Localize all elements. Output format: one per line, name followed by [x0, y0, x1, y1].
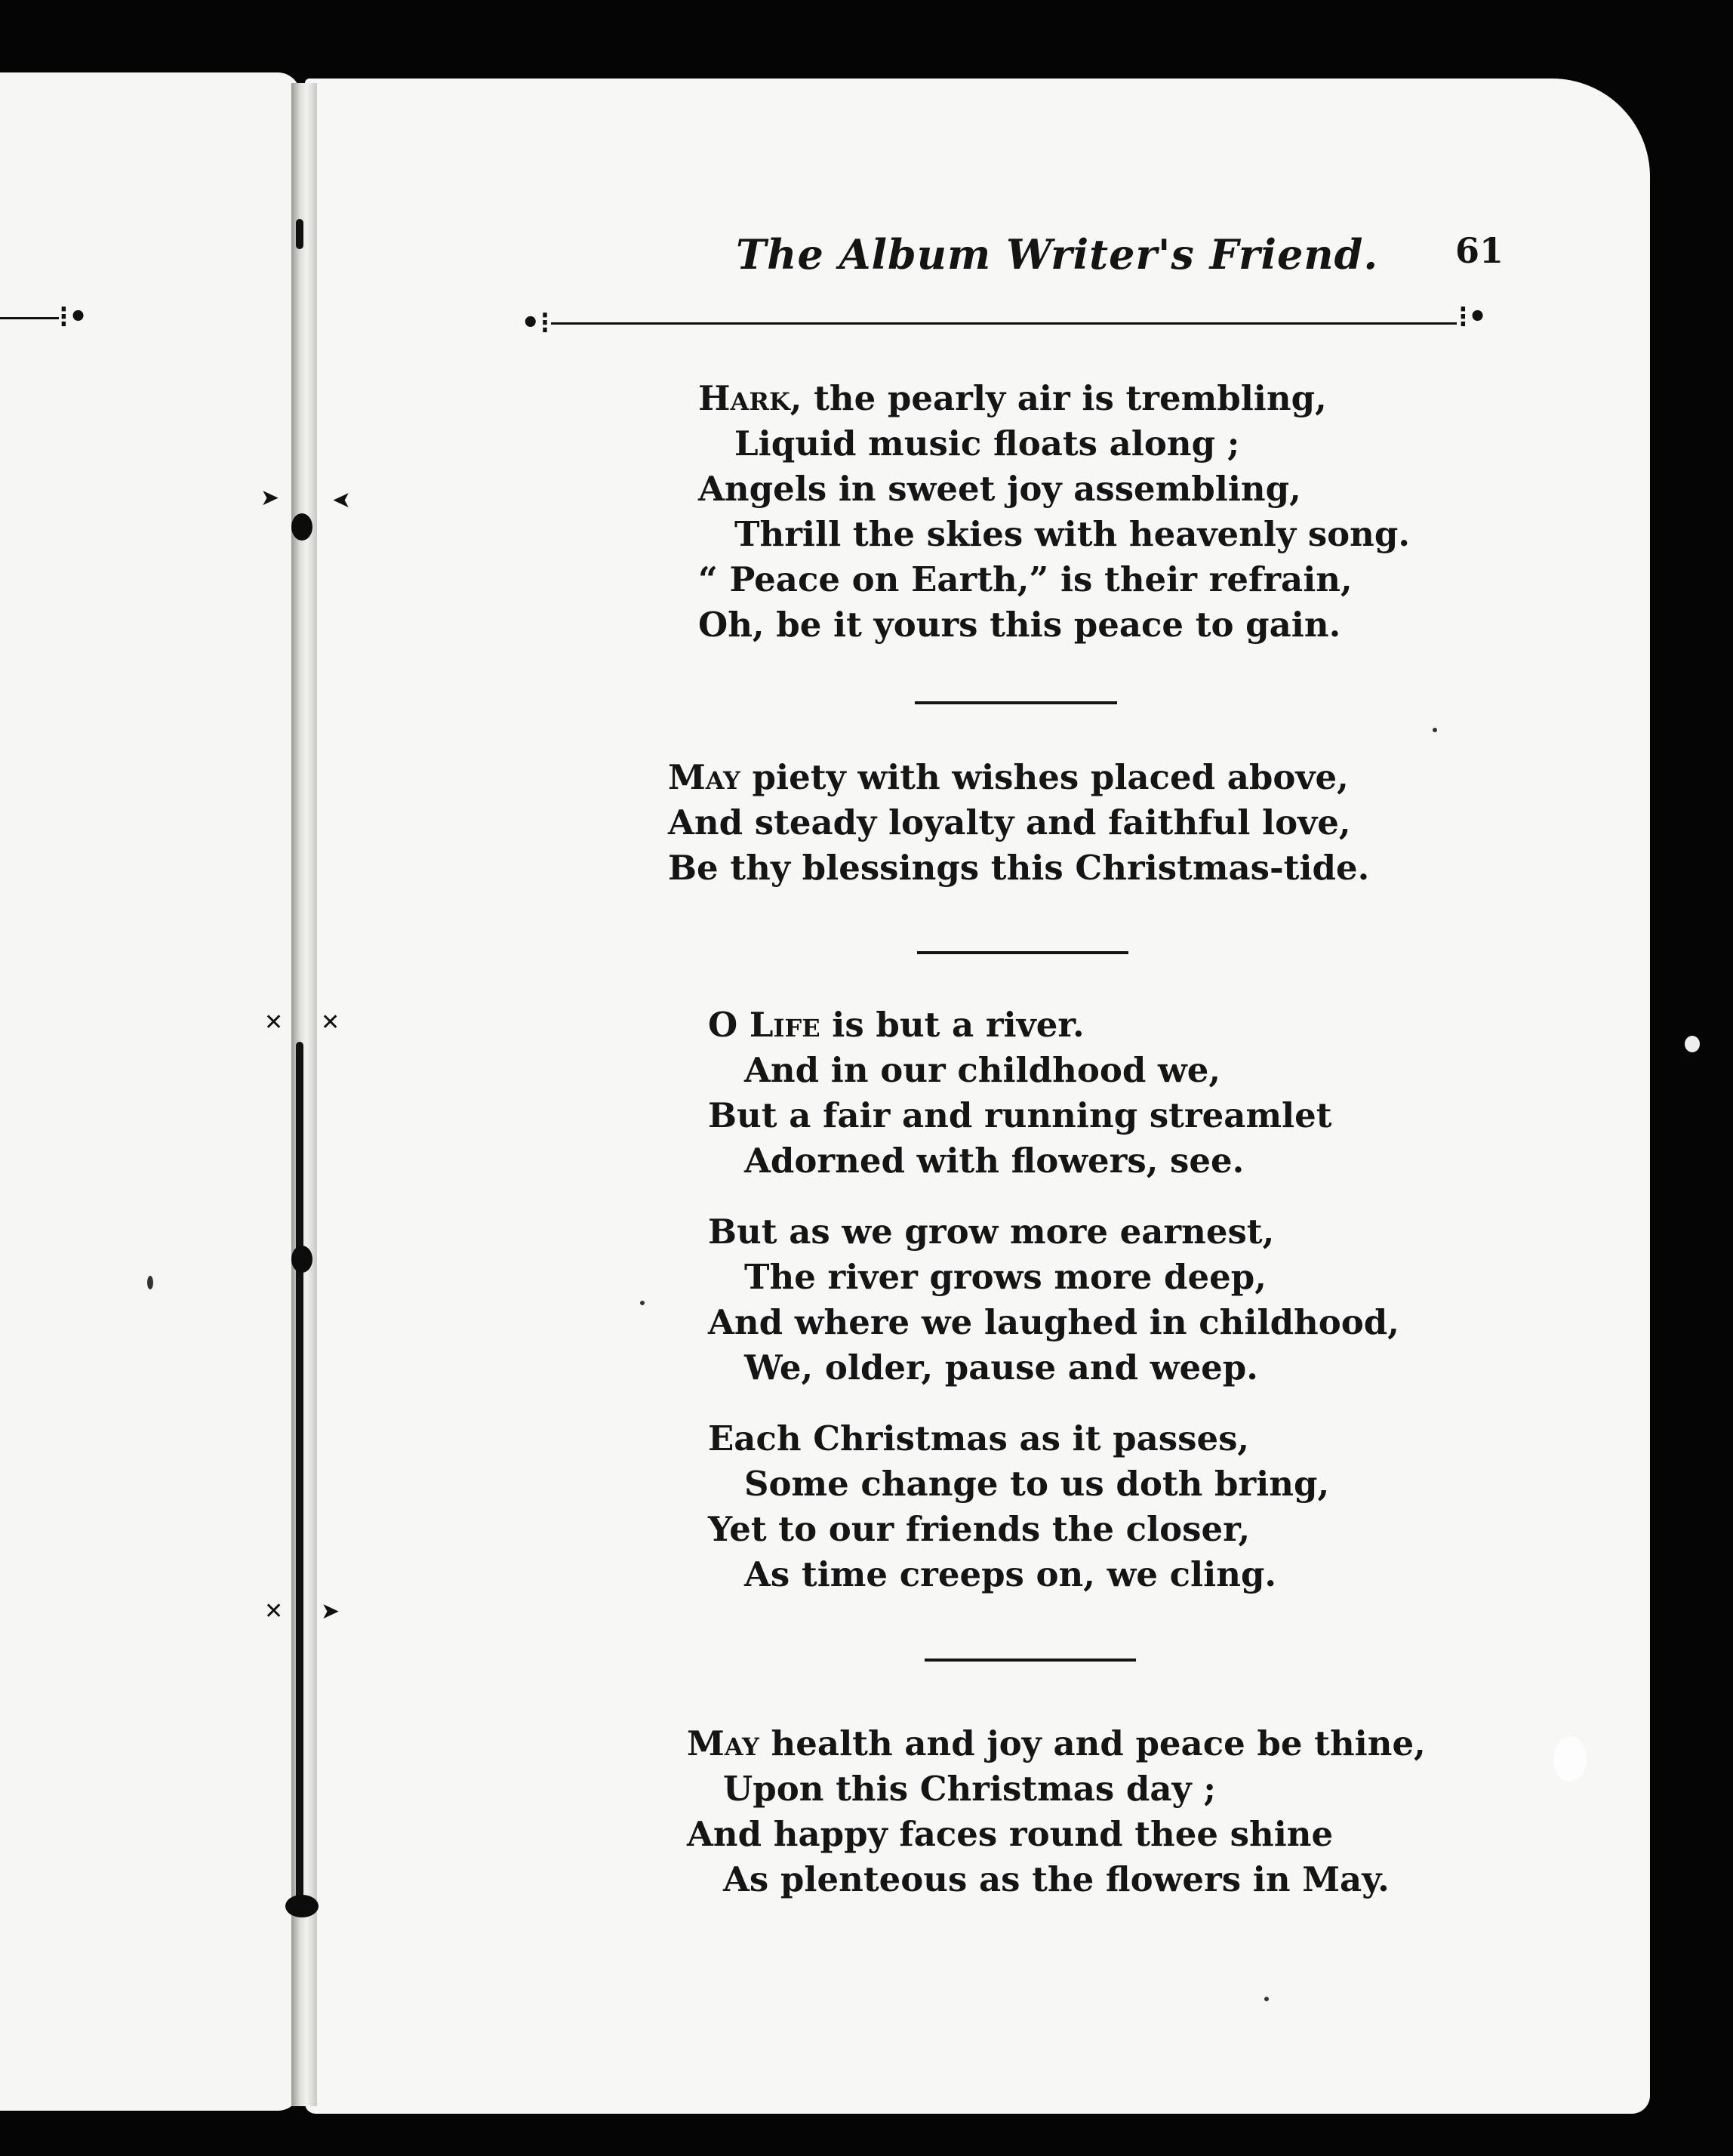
binding-knot: [291, 1246, 312, 1273]
ink-speck: [147, 1276, 153, 1289]
section-divider: [925, 1659, 1136, 1662]
line-text: is but a river.: [820, 1005, 1085, 1045]
poem-line: Thrill the skies with heavenly song.: [734, 514, 1411, 554]
poem-line: And happy faces round thee shine: [687, 1814, 1334, 1854]
poem-line: Adorned with flowers, see.: [744, 1141, 1245, 1181]
poem-line: But as we grow more earnest,: [708, 1212, 1275, 1252]
left-page-ornament: ⁝•: [59, 299, 88, 334]
binding-knot: [285, 1895, 319, 1917]
poem-may-piety: [668, 755, 1369, 891]
poem-line: Yet to our friends the closer,: [708, 1509, 1251, 1549]
poem-may-health: [687, 1721, 1426, 1902]
binding-thread: [296, 1042, 303, 1910]
lead-word: O Life: [708, 1005, 820, 1045]
lead-word: May: [668, 757, 740, 797]
binding-thread: [296, 219, 303, 249]
header-rule: [551, 322, 1457, 325]
poem-line: Each Christmas as it passes,: [708, 1418, 1250, 1458]
binding-stitch: ➤: [321, 1598, 340, 1625]
poem-line: We, older, pause and weep.: [744, 1348, 1258, 1388]
line-text: piety with wishes placed above,: [740, 757, 1349, 797]
poem-line: And where we laughed in childhood,: [708, 1302, 1399, 1342]
left-page: [0, 72, 300, 2111]
ink-speck: [1685, 1036, 1700, 1052]
poem-line: The river grows more deep,: [744, 1257, 1267, 1297]
poem-line: [668, 755, 1369, 800]
poem-line: Upon this Christmas day ;: [723, 1769, 1216, 1809]
header-ornament-right: ⁝•: [1458, 299, 1488, 334]
poem-line: And in our childhood we,: [744, 1050, 1221, 1090]
ink-speck: [640, 1301, 645, 1305]
poem-line: [698, 376, 1410, 421]
ink-speck: [1553, 1736, 1587, 1782]
poem-line: [687, 1721, 1426, 1766]
poem-line: Oh, be it yours this peace to gain.: [698, 605, 1341, 645]
poem-line: Angels in sweet joy assembling,: [698, 469, 1301, 509]
ink-speck: [1433, 728, 1437, 732]
section-divider: [915, 701, 1117, 704]
binding-stitch: ➤: [332, 487, 352, 513]
poem-line: “ Peace on Earth,” is their refrain,: [698, 559, 1353, 599]
line-text: health and joy and peace be thine,: [759, 1723, 1426, 1763]
binding-stitch: ✕: [264, 1009, 284, 1036]
poem-hark: [698, 376, 1410, 648]
running-header: The Album Writer's Friend.: [736, 230, 1379, 279]
binding-stitch: ✕: [321, 1009, 340, 1036]
poem-line: Be thy blessings this Christmas-tide.: [668, 848, 1370, 888]
binding-stitch: ✕: [264, 1598, 284, 1625]
binding-stitch: ➤: [260, 485, 280, 511]
poem-life-river: [708, 1003, 1399, 1597]
ink-speck: [1264, 1997, 1269, 2001]
poem-line: Some change to us doth bring,: [744, 1464, 1330, 1504]
poem-line: [708, 1003, 1399, 1048]
line-text: , the pearly air is trembling,: [790, 378, 1327, 418]
poem-line: As plenteous as the flowers in May.: [723, 1859, 1390, 1899]
lead-word: Hark: [698, 378, 790, 418]
binding-knot: [291, 513, 312, 541]
poem-line: And steady loyalty and faithful love,: [668, 802, 1351, 842]
poem-line: Liquid music floats along ;: [734, 424, 1240, 464]
left-page-rule: [0, 317, 59, 319]
section-divider: [917, 951, 1128, 954]
poem-line: As time creeps on, we cling.: [744, 1554, 1277, 1594]
lead-word: May: [687, 1723, 759, 1763]
poem-line: But a fair and running streamlet: [708, 1095, 1332, 1135]
header-ornament-left: •⁝: [521, 305, 550, 340]
page-number: 61: [1455, 230, 1504, 271]
